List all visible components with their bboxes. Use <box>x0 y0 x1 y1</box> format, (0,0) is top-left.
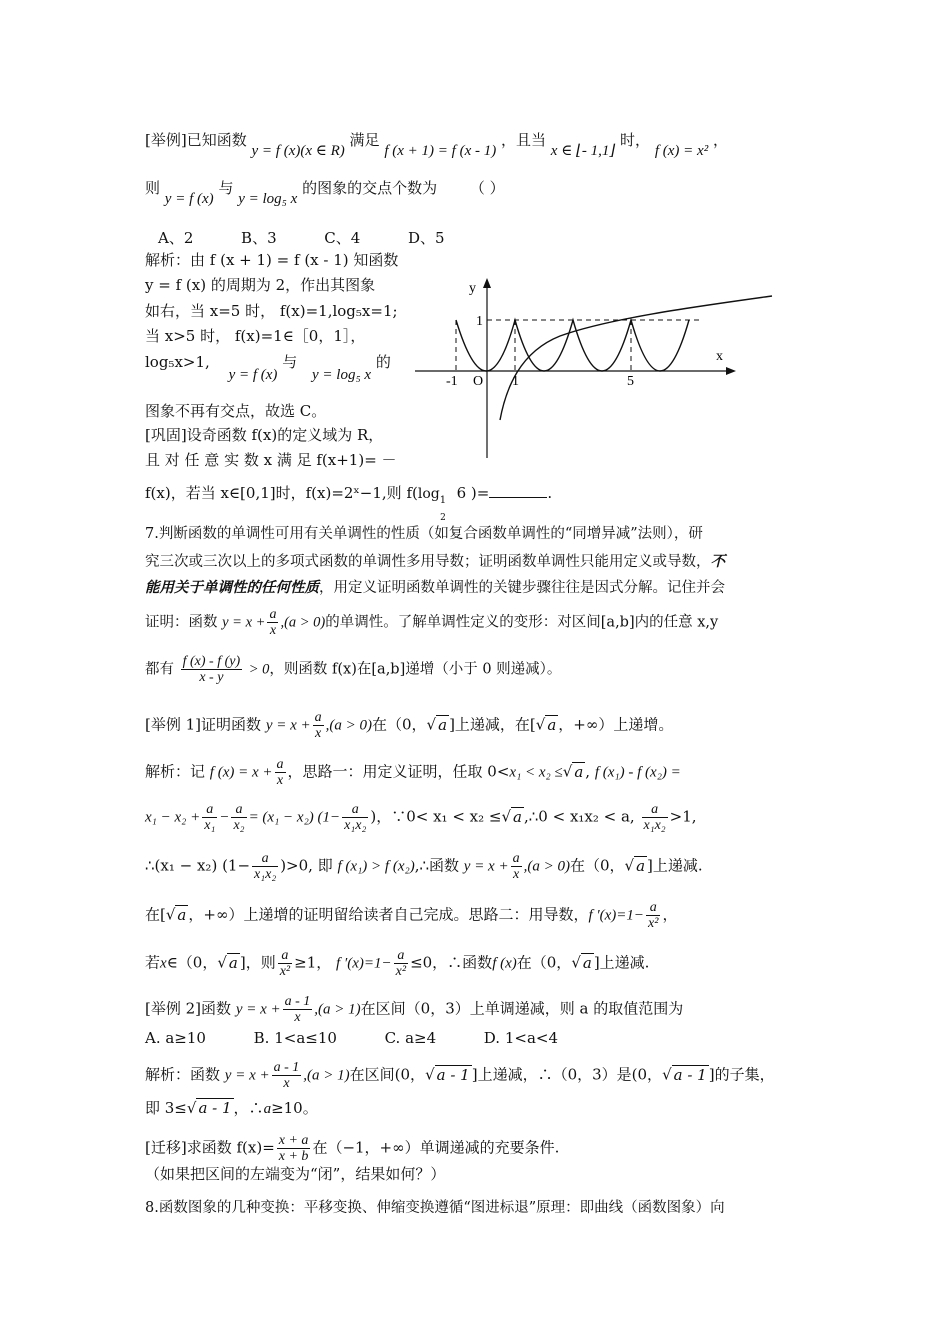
example-2-analysis-line-1: 解析：函数 y = x + $\frac{a - 1}{x}$ ,(a > 1)在区间(0，√ a - 1 ]上递减，∴（0，3）是(0，√ a - 1 ]的子集， <box>145 1060 775 1091</box>
example-2-line: [举例 2]函数 y = x + $\frac{a - 1}{x}$ ,(a > 1)在区间（0，3）上单调递减，则 a 的取值范围为 <box>145 994 684 1025</box>
tick-label-x-1: 1 <box>512 374 519 389</box>
log-curve <box>500 296 772 420</box>
section-8-para-1: 8.函数图象的几种变换：平移变换、伸缩变换遵循“图进标退”原理：即曲线（函数图象）向 <box>145 1200 725 1216</box>
periodic-curve <box>456 320 689 371</box>
answer-blank[interactable] <box>489 497 547 498</box>
section-7-para-3: 能用关于单调性的任何性质，用定义证明函数单调性的关键步骤往往是因式分解。记住并会 <box>145 579 725 596</box>
analysis-line-1: 解析：由 f (x + 1) = f (x - 1) 知函数 <box>145 251 399 269</box>
analysis-line-5: log₅x>1, y = f (x) 与 y = log₅ x 的 <box>145 353 391 383</box>
section-7-para-2: 究三次或三次以上的多项式函数的单调性多用导数；证明函数单调性只能用定义或导数，不 <box>145 553 725 570</box>
example-2-analysis-line-2: 即 3≤√ a - 1 ，∴a≥10。 <box>145 1099 318 1117</box>
example-1-line: [举例 1]证明函数 y = x + $\frac{a}{x}$ ,(a > 0)在（0，√ a ]上递减，在[√ a ，+∞）上递增。 <box>145 710 674 741</box>
x-axis-label: x <box>716 349 723 364</box>
y-axis-label: y <box>469 281 476 296</box>
y-axis-arrow <box>483 278 491 288</box>
consolidation-line-2: 且 对 任 意 实 数 x 满 足 f(x+1)= － <box>145 451 397 469</box>
example-1-analysis-line-4: 在[√ a ，+∞）上递增的证明留给读者自己完成。思路二：用导数，f ′(x)=1− $\frac{a}{\text{x²}}$ ， <box>145 900 678 931</box>
consolidation-line-1: [巩固]设奇函数 f(x)的定义域为 R， <box>145 426 384 444</box>
section-7-para-5: 都有 $\frac{f (x) - f (y)}{x - y}$ > 0，则函数 f(x)在[a,b]递增（小于 0 则递减）。 <box>145 654 562 685</box>
x-axis-arrow <box>726 367 736 375</box>
analysis-line-3: 如右，当 x=5 时， f(x)=1,log₅x=1; <box>145 302 398 320</box>
analysis-line-6: 图象不再有交点，故选 C。 <box>145 402 327 420</box>
tick-label-neg1: -1 <box>446 374 458 389</box>
example-line-1: [举例]已知函数 y = f (x)(x ∈ R) 满足 f (x + 1) = f (x - 1) ，且当 x ∈ ⌊- 1,1⌋ 时， f (x) = x² ， <box>145 131 728 159</box>
tick-label-y-1: 1 <box>476 314 483 329</box>
example-1-analysis-line-1: 解析：记 f (x) = x + $\frac{a}{x}$ ，思路一：用定义证明，任取 0<x₁ < x₂ ≤√ a , f (x₁) - f (x₂) = <box>145 757 681 788</box>
transfer-line-1: [迁移]求函数 f(x)= $\frac{x + a}{x + b}$ 在（−1，+∞）单调递减的充要条件. <box>145 1133 560 1164</box>
origin-label: O <box>473 374 484 389</box>
example-1-analysis-line-3: ∴(x₁ − x₂) (1− $\frac{a}{\text{x₁x₂}}$ )>0, 即 f (x₁) > f (x₂),∴函数 y = x + $\frac{a}{x}$ ,(a > 0)在（0，√ a ]上递减. <box>145 851 703 882</box>
example-2-options: A. a≥10 B. 1<a≤10 C. a≥4 D. 1<a<4 <box>145 1029 559 1047</box>
fraction-difference-quotient: $\frac{f (x) - f (y)}{x - y}$ <box>182 654 241 685</box>
example-options: A、2 B、3 C、4 D、5 <box>158 229 445 247</box>
section-7-para-4: 证明：函数 y = x + $\frac{a}{x}$ ,(a > 0)的单调性。了解单调性定义的变形：对区间[a,b]内的任意 x,y <box>145 607 719 638</box>
transfer-line-2: （如果把区间的左端变为“闭”，结果如何？） <box>145 1165 446 1183</box>
consolidation-line-3: f(x)，若当 x∈[0,1]时，f(x)=2ˣ−1,则 $f(\log_{12}$ 6 )= . <box>145 484 553 523</box>
example-line-2: 则 y = f (x) 与 y = log₅ x 的图象的交点个数为 （ ） <box>145 179 505 207</box>
section-7-para-1: 7.判断函数的单调性可用有关单调性的性质（如复合函数单调性的“同增异减”法则），研 <box>145 526 703 542</box>
periodic-function-graph <box>410 270 790 465</box>
example-1-analysis-line-2: x₁ − x₂ + $\frac{a}{\text{x₁}}$ − $\frac{a}{\text{x₂}}$ = (x₁ − x₂) (1− $\frac{a}{\text{x₁x₂}}$ )，∵0< x₁ < x₂ ≤√ a ,∴0 < x₁x₂ < a, $\frac{a}{\text{x₁x₂}}$ >1, <box>145 802 697 833</box>
tick-label-x-5: 5 <box>627 374 634 389</box>
analysis-line-2: y = f (x) 的周期为 2，作出其图象 <box>145 276 376 294</box>
example-1-analysis-line-5: 若x∈（0，√ a ]，则 $\frac{a}{\text{x²}}$ ≥1， f ′(x)=1− $\frac{a}{\text{x²}}$ ≤0，∴函数f (x)在（0，√ a ]上递减. <box>145 948 650 979</box>
analysis-line-4: 当 x>5 时， f(x)=1∈［0，1］， <box>145 327 366 345</box>
fraction-a-over-x: $\frac{a}{x}$ <box>269 607 277 638</box>
